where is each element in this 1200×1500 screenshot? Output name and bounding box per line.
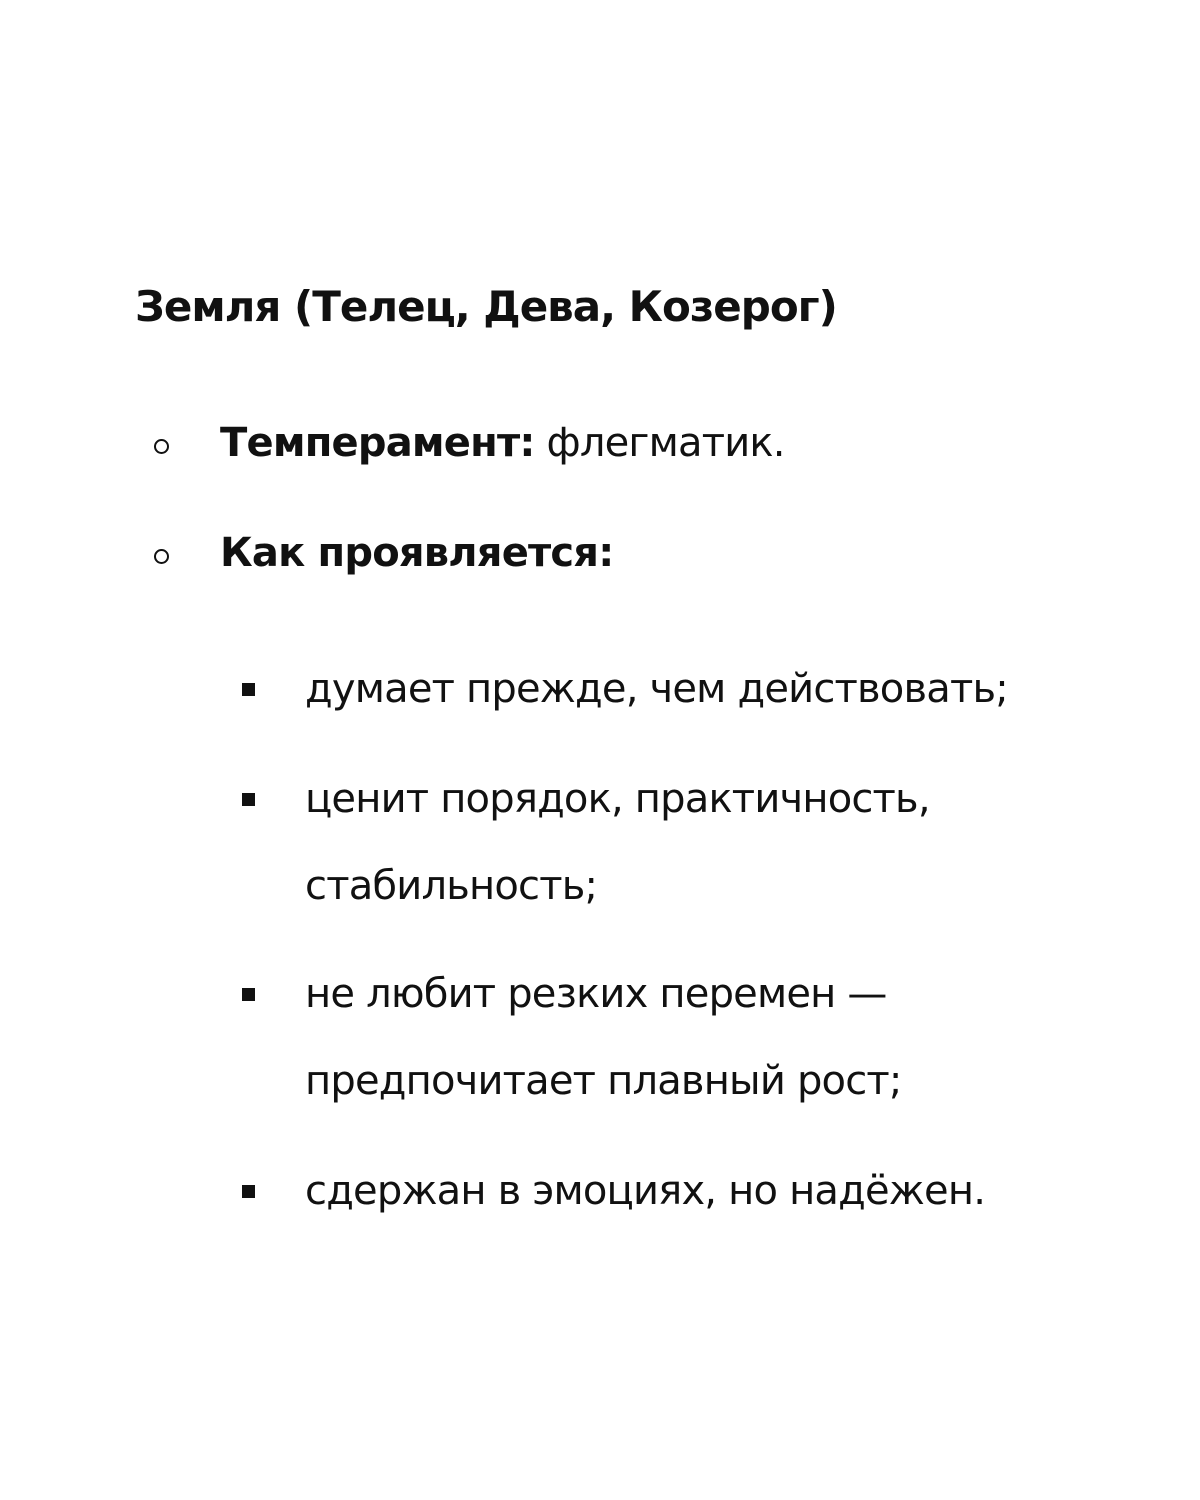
sub-item-text: не любит резких перемен — предпочитает плавный рост; [305,971,902,1104]
square-bullet-icon [242,793,255,806]
item-label: Темперамент: [220,420,535,466]
sub-list-item [305,951,985,1125]
sub-item-text: сдержан в эмоциях, но надёжен. [305,1168,986,1214]
sub-list-item [305,646,1125,733]
square-bullet-icon [242,988,255,1001]
item-text: флегматик. [534,420,785,466]
item-label: Как проявляется: [220,530,614,576]
sub-list-item [305,756,1005,930]
sub-item-text: думает прежде, чем действовать; [305,666,1008,712]
circle-bullet-icon [154,549,169,564]
square-bullet-icon [242,683,255,696]
list-item-temperament [220,420,785,466]
square-bullet-icon [242,1185,255,1198]
sub-item-text: ценит порядок, практичность, стабильность; [305,776,930,909]
list-item-manifestation [220,530,613,576]
sub-list-item [305,1148,1125,1235]
circle-bullet-icon [154,439,169,454]
section-heading: Земля (Телец, Дева, Козерог) [135,282,837,331]
